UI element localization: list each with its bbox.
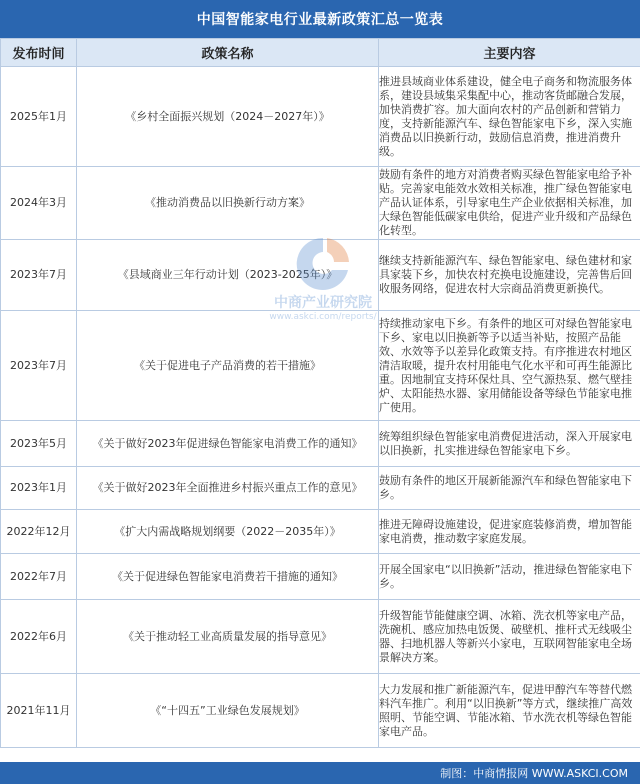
page-title: 中国智能家电行业最新政策汇总一览表 bbox=[0, 0, 640, 38]
watermark-text: 中商产业研究院 bbox=[274, 295, 372, 311]
cell-date: 2022年6月 bbox=[1, 600, 77, 674]
watermark-url: www.askci.com/reports/ bbox=[269, 312, 377, 322]
cell-policy-name: 《关于做好2023年促进绿色智能家电消费工作的通知》 bbox=[77, 421, 379, 467]
table-row bbox=[1, 554, 640, 600]
cell-content: 统筹组织绿色智能家电消费促进活动，深入开展家电以旧换新，扎实推进绿色智能家电下乡。 bbox=[379, 421, 640, 467]
cell-policy-name: 《关于促进绿色智能家电消费若干措施的通知》 bbox=[77, 554, 379, 600]
header-date: 发布时间 bbox=[1, 39, 77, 67]
cell-policy-name: 《推动消费品以旧换新行动方案》 bbox=[77, 167, 379, 240]
cell-date: 2024年3月 bbox=[1, 167, 77, 240]
cell-date: 2021年11月 bbox=[1, 674, 77, 748]
cell-policy-name: 《“十四五”工业绿色发展规划》 bbox=[77, 674, 379, 748]
cell-date: 2022年7月 bbox=[1, 554, 77, 600]
footer-credit: 制图：中商情报网 WWW.ASKCI.COM bbox=[0, 762, 640, 784]
table-row bbox=[1, 600, 640, 674]
policy-table bbox=[0, 38, 640, 748]
header-policy-name: 政策名称 bbox=[77, 39, 379, 67]
table-row bbox=[1, 674, 640, 748]
cell-date: 2025年1月 bbox=[1, 67, 77, 167]
table-row bbox=[1, 167, 640, 240]
cell-date: 2023年7月 bbox=[1, 311, 77, 421]
table-row bbox=[1, 67, 640, 167]
cell-policy-name: 《关于推动轻工业高质量发展的指导意见》 bbox=[77, 600, 379, 674]
table-header-row bbox=[1, 39, 640, 67]
cell-content: 持续推动家电下乡。有条件的地区可对绿色智能家电下乡、家电以旧换新等予以适当补贴，按照产品能效、水效等予以差异化政策支持。有序推进农村地区清洁取暖，提升农村用能电气化水平和可再生能源比重。因地制宜支持环保灶具、空气源热泵、燃气壁挂炉、太阳能热水器、家用储能设备等绿色节能家电推广使用。 bbox=[379, 311, 640, 421]
cell-policy-name: 《关于做好2023年全面推进乡村振兴重点工作的意见》 bbox=[77, 467, 379, 510]
table-row bbox=[1, 421, 640, 467]
cell-date: 2023年5月 bbox=[1, 421, 77, 467]
cell-content: 鼓励有条件的地方对消费者购买绿色智能家电给予补贴。完善家电能效水效相关标准，推广绿色智能家电产品认证体系，引导家电生产企业依据相关标准，加大绿色智能低碳家电供给，促进产业升级和产品绿色化转型。 bbox=[379, 167, 640, 240]
cell-date: 2023年1月 bbox=[1, 467, 77, 510]
cell-content: 升级智能节能健康空调、冰箱、洗衣机等家电产品，洗碗机、感应加热电饭煲、破壁机、推杆式无线吸尘器、扫地机器人等新兴小家电，互联网智能家电全场景解决方案。 bbox=[379, 600, 640, 674]
cell-date: 2022年12月 bbox=[1, 510, 77, 554]
cell-content: 推进县域商业体系建设，健全电子商务和物流服务体系，建设县域集采集配中心，推动客货邮融合发展，加快消费扩容。加大面向农村的产品创新和营销力度，支持新能源汽车、绿色智能家电下乡，深入实施消费品以旧换新行动，鼓励信息消费，推进消费升级。 bbox=[379, 67, 640, 167]
cell-date: 2023年7月 bbox=[1, 240, 77, 311]
cell-policy-name: 《县域商业三年行动计划（2023-2025年）》 bbox=[77, 240, 379, 311]
cell-content: 推进无障碍设施建设，促进家庭装修消费，增加智能家电消费，推动数字家庭发展。 bbox=[379, 510, 640, 554]
table-row bbox=[1, 311, 640, 421]
cell-content: 开展全国家电“以旧换新”活动，推进绿色智能家电下乡。 bbox=[379, 554, 640, 600]
cell-policy-name: 《乡村全面振兴规划（2024－2027年）》 bbox=[77, 67, 379, 167]
cell-content: 大力发展和推广新能源汽车，促进甲醇汽车等替代燃料汽车推广。利用“以旧换新”等方式，继续推广高效照明、节能空调、节能冰箱、节水洗衣机等绿色智能家电产品。 bbox=[379, 674, 640, 748]
table-row bbox=[1, 240, 640, 311]
header-content: 主要内容 bbox=[379, 39, 640, 67]
table-row bbox=[1, 510, 640, 554]
table-row bbox=[1, 467, 640, 510]
cell-policy-name: 《关于促进电子产品消费的若干措施》 bbox=[77, 311, 379, 421]
cell-content: 继续支持新能源汽车、绿色智能家电、绿色建材和家具家装下乡，加快农村充换电设施建设，完善售后回收服务网络，促进农村大宗商品消费更新换代。 bbox=[379, 240, 640, 311]
cell-policy-name: 《扩大内需战略规划纲要（2022－2035年）》 bbox=[77, 510, 379, 554]
cell-content: 鼓励有条件的地区开展新能源汽车和绿色智能家电下乡。 bbox=[379, 467, 640, 510]
